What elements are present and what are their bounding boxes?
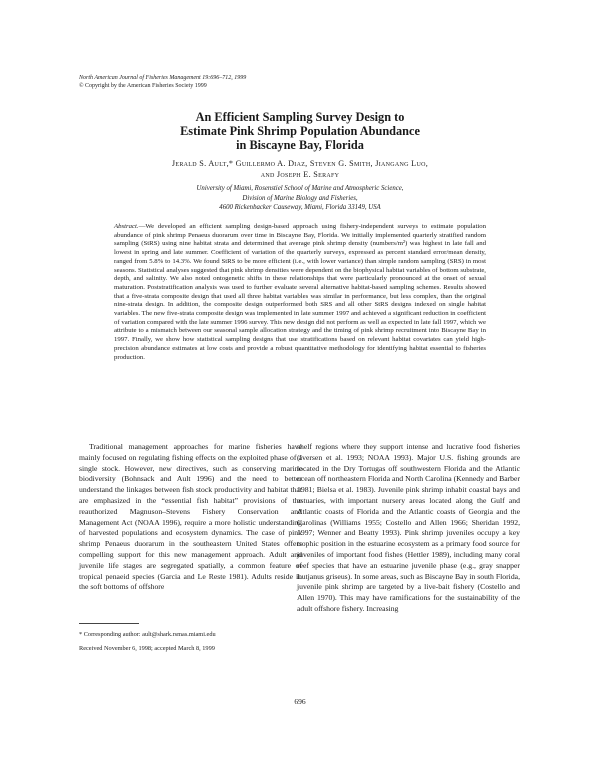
body-paragraph: shelf regions where they support intense and lucrative food fisheries (Iversen et al. 1993; NOAA 1993). Major U.S. fishing grounds are located in the Dry Tortugas off southwestern Florida and the Atlantic ocean off northeastern Florida and North Carolina (Kennedy and Barber 1981; Bielsa et al. 1983). Juvenile pink shrimp inhabit coastal bays and estuaries, with important nursery areas located along the Gulf and Atlantic coasts of Florida and the Atlantic coasts of Georgia and the Carolinas (Williams 1955; Costello and Allen 1966; Sheridan 1992, 1997; Wenner and Beatty 1993). Pink shrimp juveniles occupy a key trophic position in the estuarine ecosystem as a primary food source for juveniles of important food fishes (Hettler 1989), including many coral reef species that have an estuarine juvenile phase (e.g., gray snapper Lutjanus griseus). In some areas, such as Biscayne Bay in south Florida, juvenile pink shrimp are targeted by a live-bait fishery (Costello and Allen 1970). This may have ramifications for the sustainability of the adult offshore fishery. Increasing: [297, 442, 520, 613]
author-line: Jerald S. Ault,* Guillermo A. Diaz, Steven G. Smith, Jiangang Luo,: [171, 159, 429, 168]
affiliation-line: University of Miami, Rosenstiel School of Marine and Atmospheric Science,: [196, 185, 404, 192]
corresponding-author-note: * Corresponding author: ault@shark.rsmas.miami.edu: [79, 631, 216, 638]
affiliation-line: 4600 Rickenbacker Causeway, Miami, Florida 33149, USA: [219, 204, 381, 211]
title-line: An Efficient Sampling Survey Design to: [195, 110, 405, 124]
abstract-label: Abstract.: [114, 223, 139, 230]
body-column-right: [297, 442, 520, 615]
journal-citation: North American Journal of Fisheries Management 19:696–712, 1999: [79, 75, 247, 81]
abstract: [114, 223, 486, 362]
received-date-note: Received November 6, 1998; accepted March 8, 1999: [79, 645, 215, 652]
abstract-text: —We developed an efficient sampling design-based approach using fishery-independent surveys to estimate population abundance of pink shrimp Penaeus duorarum over time in Biscayne Bay, Florida. We initially implemented quarterly stratified random sampling (StRS) using nine habitat strata and determined that average pink shrimp density (numbers/m²) was highest in late fall and lowest in spring and late summer. Coefficient of variation of the quarterly surveys, expressed as percent standard error/mean density, ranged from 5.8% to 14.3%. We found StRS to be more efficient (i.e., with lower variance) than simple random sampling (SRS) in most seasons. Statistical analyses suggested that pink shrimp densities were dependent on the biophysical habitat variables of bottom substrate, depth, and salinity. We also noted ontogenetic shifts in these relationships that were particularly pronounced at the onset of sexual maturation. Poststratification analysis was used to further evaluate several alternative habitat-based sampling schemes. Results showed that a five-strata composite design that used all three habitat variables was similar in performance, but less complex, than the original nine-strata design. In addition, the composite design outperformed both SRS and all other StRS designs indexed on single habitat variables. The new five-strata composite design was implemented in late summer 1997 and achieved a significant reduction in coefficient of variation compared with the late summer 1996 survey. This new design did not perform as well as expected in late fall 1997, which we attribute to a mismatch between our seasonal sample allocation strategy and the timing of pink shrimp recruitment into Biscayne Bay in 1997. Finally, we show how statistical sampling designs that use stratifications based on relevant habitat covariates can yield high-precision abundance estimates at low costs and provide a robust quantitative methodology for identifying habitat essential to fisheries production.: [114, 223, 486, 361]
affiliation: [0, 184, 600, 213]
body-column-left: [79, 442, 302, 593]
article-title: [0, 110, 600, 152]
footnote-rule: [79, 623, 139, 624]
body-paragraph: Traditional management approaches for marine fisheries have mainly focused on regulating fishing effects on the exploited phase of a single stock. However, new directives, such as conserving marine biodiversity (Bohnsack and Ault 1996) and the need to better understand the linkages between fish stock productivity and habitat that are emphasized in the “essential fish habitat” provisions of the reauthorized Magnuson–Stevens Fishery Conservation and Management Act (NOAA 1996), require a more holistic understanding of harvested populations and ecosystem dynamics. The case of pink shrimp Penaeus duorarum in the southeastern United States offers compelling support for this new management approach. Adult and juvenile life stages are segregated spatially, a common feature of tropical penaeid species (Garcia and Le Reste 1981). Adults reside in the soft bottoms of offshore: [79, 442, 302, 592]
page-number: 696: [294, 697, 306, 706]
author-line: and Joseph E. Serafy: [260, 170, 340, 179]
journal-header: [79, 74, 246, 90]
copyright-notice: © Copyright by the American Fisheries Society 1999: [79, 83, 207, 89]
affiliation-line: Division of Marine Biology and Fisheries,: [242, 194, 358, 202]
author-list: [0, 158, 600, 180]
title-line: in Biscayne Bay, Florida: [236, 138, 364, 152]
title-line: Estimate Pink Shrimp Population Abundance: [180, 124, 420, 138]
